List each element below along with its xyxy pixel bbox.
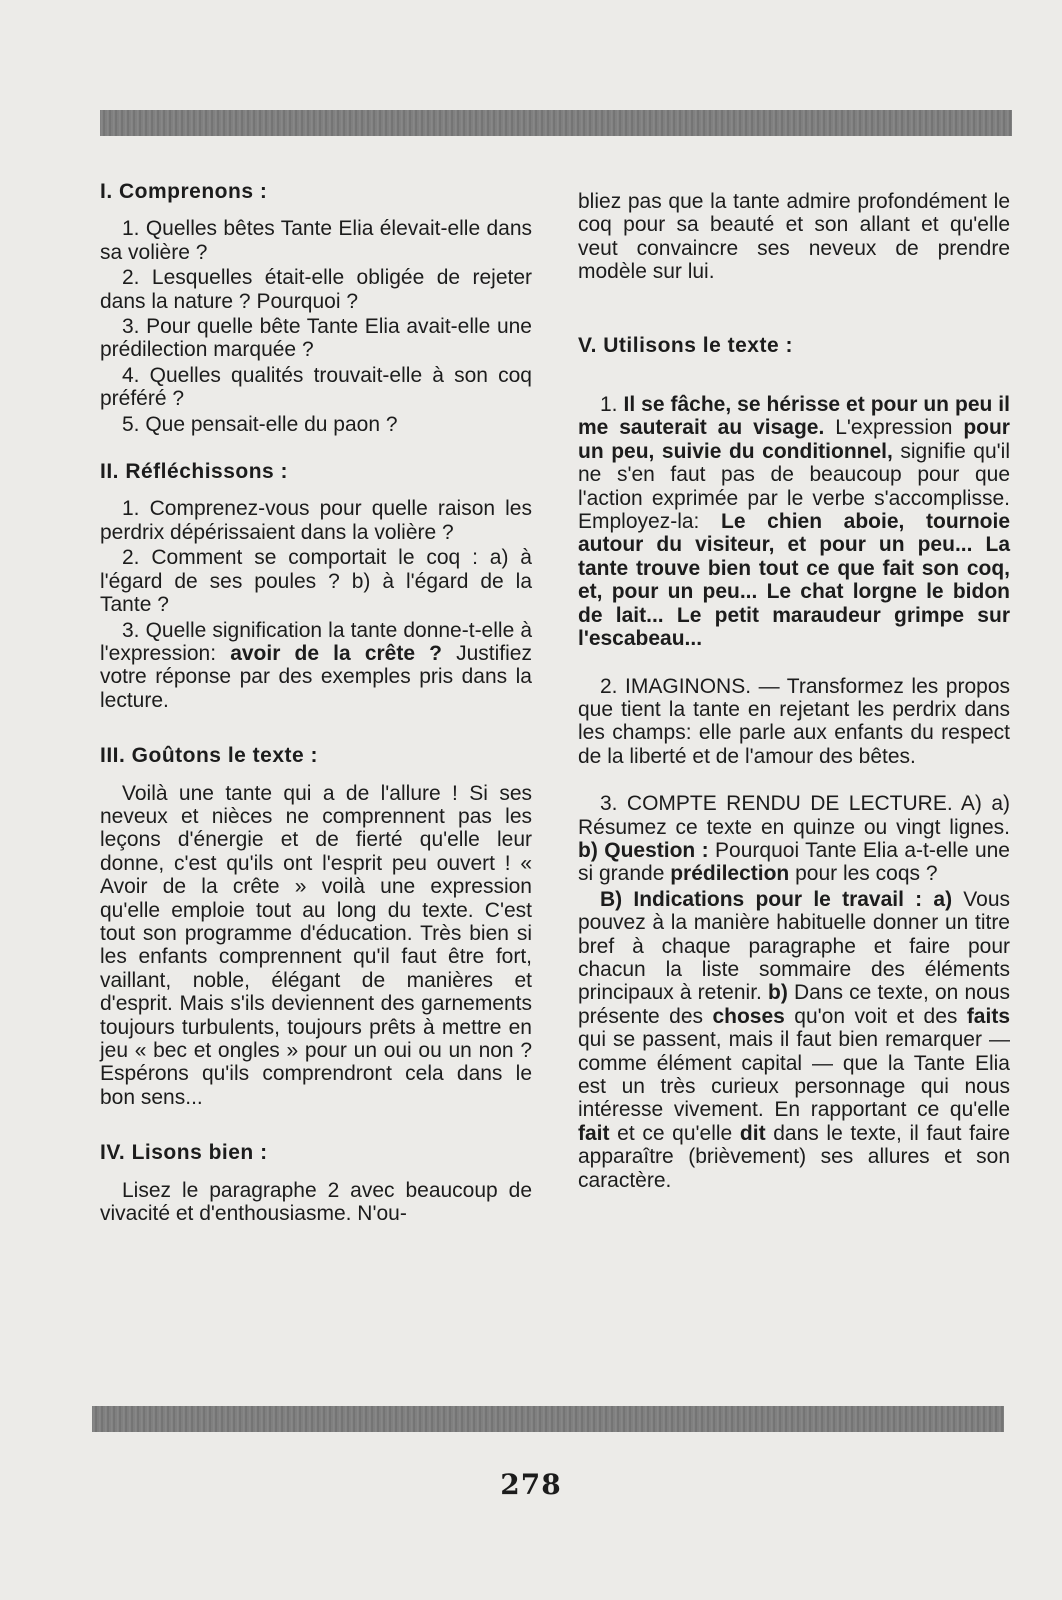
section-2-title: II. Réfléchissons : (100, 460, 289, 484)
exercise-1: 1. Il se fâche, se hérisse et pour un peu il me sauterait au visage. L'expression pour un peu, suivie du conditionnel, signifie qu'il ne s'en faut pas de beaucoup pour que l'action exprimée par le verbe s'accomplisse. Employez-la: Le chien aboie, tournoie autour du visiteur, et pour un peu... La tante trouve bien tout ce que fait son coq, et, pour un peu... Le chat lorgne le bidon de lait... Le petit maraudeur grimpe sur l'escabeau... (578, 393, 1010, 651)
section-3-title: III. Goûtons le texte : (100, 744, 319, 768)
exercise-2: 2. IMAGINONS. — Transformez les propos que tient la tante en rejetant les perdrix dans les champs: elle parle aux enfants du respect de la liberté et de l'amour des bêtes. (578, 674, 1011, 768)
question-1-4: 4. Quelles qualités trouvait-elle à son coq préféré ? (100, 363, 532, 411)
question-2-3: 3. Quelle signification la tante donne-t-elle à l'expression: avoir de la crête ? Justifiez votre réponse par des exemples pris dans la lecture. (100, 618, 532, 712)
question-2-2: 2. Comment se comportait le coq : a) à l'égard de ses poules ? b) à l'égard de la Tante ? (100, 546, 532, 617)
section-4-text-continued: bliez pas que la tante admire profondément le coq pour sa beauté et son allant et qu'elle veut convaincre ses neveux de prendre modèle sur lui. (578, 190, 1010, 284)
page-number: 278 (500, 1468, 562, 1501)
question-1-2: 2. Lesquelles était-elle obligée de rejeter dans la nature ? Pourquoi ? (100, 266, 532, 313)
section-5-title: V. Utilisons le texte : (578, 333, 793, 357)
question-1-5: 5. Que pensait-elle du paon ? (122, 412, 398, 436)
section-4-text: Lisez le paragraphe 2 avec beaucoup de vivacité et d'enthousiasme. N'ou- (100, 1178, 532, 1226)
section-1-title: I. Comprenons : (100, 180, 268, 203)
question-1-1: 1. Quelles bêtes Tante Elia élevait-elle dans sa volière ? (100, 217, 532, 264)
section-3-text: Voilà une tante qui a de l'allure ! Si ses neveux et nièces ne comprennent pas les leçons d'énergie et de fierté qu'elle leur donne, c'est qu'ils ont l'esprit peu ouvert ! « Avoir de la crête » voilà une expression qu'elle emploie tout au long du texte. C'est tout son programme d'éducation. Très bien si les enfants comprennent qu'il faut être fort, vaillant, noble, élégant de manières et d'esprit. Mais s'ils deviennent des garnements toujours turbulents, toujours prêts à mettre en jeu « bec et ongles » pour un oui ou un non ? Espérons qu'ils comprendront cela dans le bon sens... (100, 781, 532, 1109)
section-4-title: IV. Lisons bien : (100, 1141, 268, 1165)
exercise-3: 3. COMPTE RENDU DE LECTURE. A) a) Résumez ce texte en quinze ou vingt lignes. b) Question : Pourquoi Tante Elia a-t-elle une si grande prédilection pour les coqs ? (578, 792, 1010, 886)
bottom-rule (92, 1406, 1004, 1432)
top-rule (100, 110, 1012, 136)
right-column (578, 190, 1010, 1194)
question-1-3: 3. Pour quelle bête Tante Elia avait-elle une prédilection marquée ? (100, 315, 532, 362)
left-column (100, 180, 532, 1227)
question-2-1: 1. Comprenez-vous pour quelle raison les perdrix dépérissaient dans la volière ? (100, 497, 532, 544)
exercise-3-indications: B) Indications pour le travail : a) Vous pouvez à la manière habituelle donner un titre bref à chaque paragraphe et faire pour chacun la liste sommaire des éléments principaux à retenir. b) Dans ce texte, on nous présente des choses qu'on voit et des faits qui se passent, mais il faut bien remarquer — comme élément capital — que la Tante Elia est un très curieux personnage qui nous intéresse vivement. En rapportant ce qu'elle fait et ce qu'elle dit dans le texte, il faut faire apparaître (brièvement) ses allures et son caractère. (578, 887, 1010, 1192)
